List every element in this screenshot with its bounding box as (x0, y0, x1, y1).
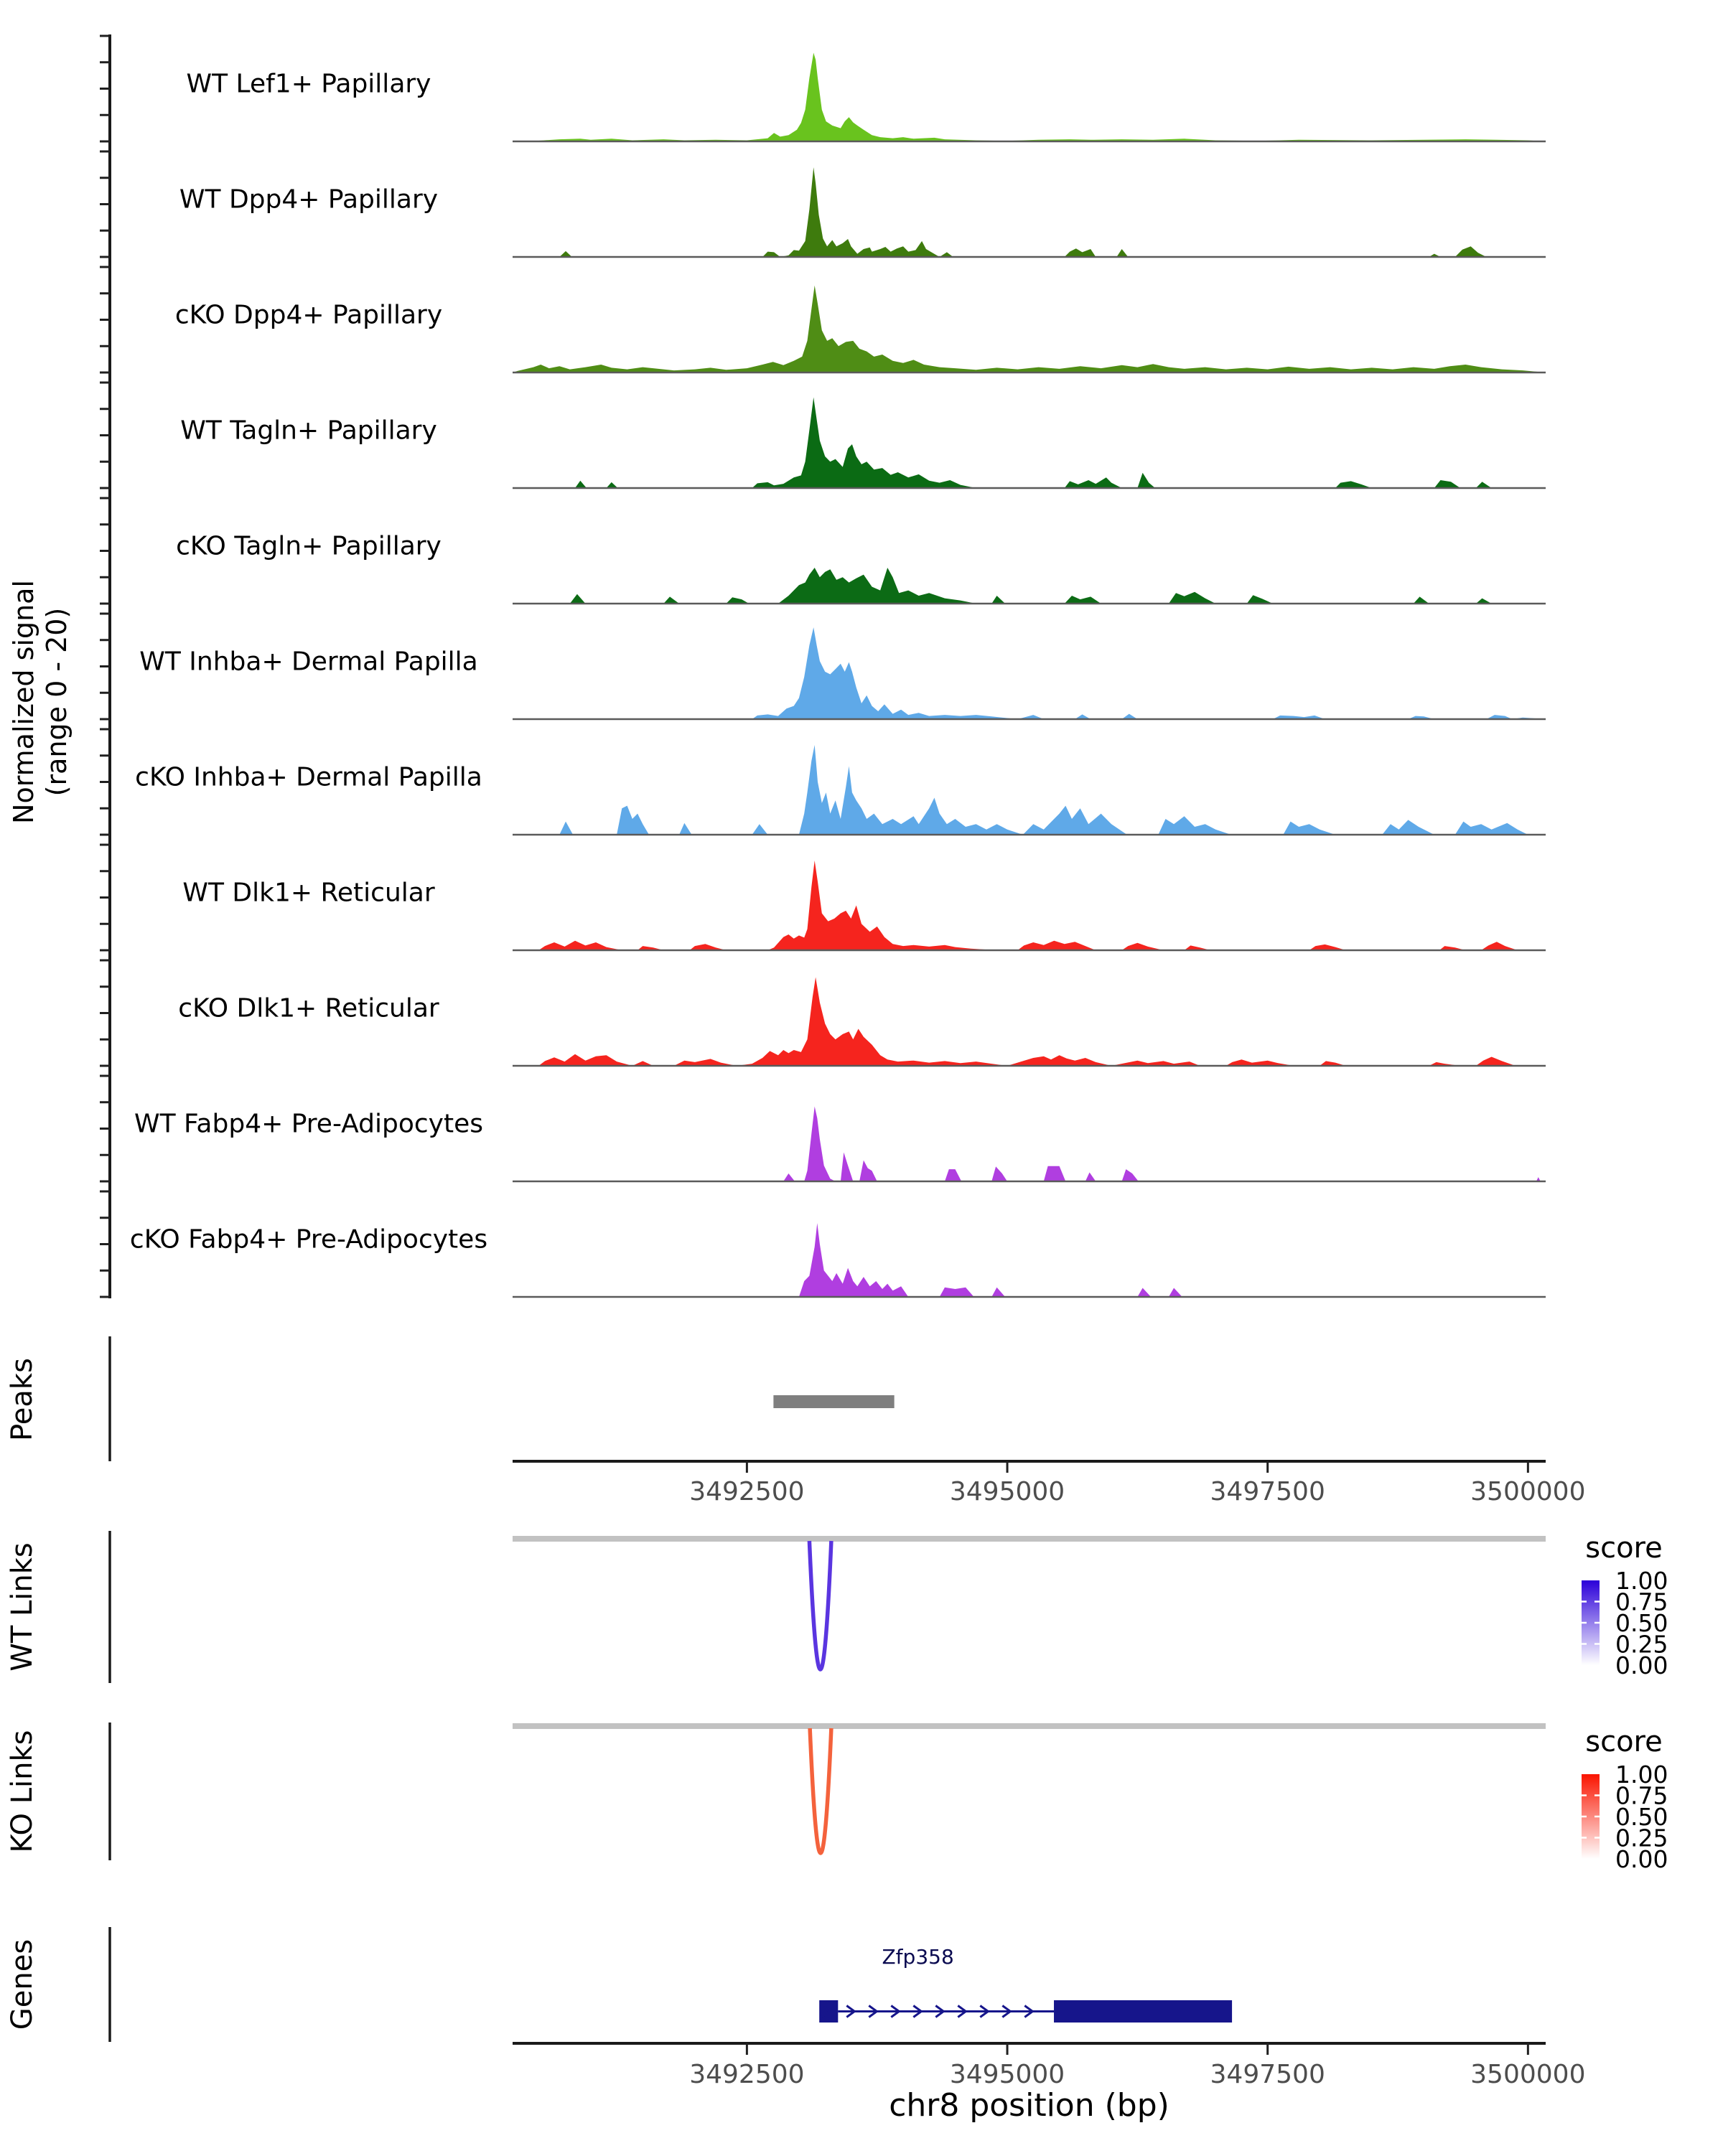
track-label: WT Lef1+ Papillary (186, 69, 431, 99)
legend-tick-label: 0.50 (1615, 1609, 1668, 1637)
track-label: WT Dlk1+ Reticular (182, 878, 435, 908)
legend-tick-label: 0.75 (1615, 1781, 1668, 1810)
legend-tick-label: 0.25 (1615, 1824, 1668, 1852)
wt-links-label: WT Links (6, 1542, 39, 1672)
wt-links-score-legend (1582, 1532, 1668, 1679)
legend-tick-label: 0.75 (1615, 1588, 1668, 1616)
track-label: WT Inhba+ Dermal Papilla (139, 647, 478, 677)
signal-track-cko-fabp4-pre-adipocytes (130, 1223, 1546, 1297)
svg-text:Normalized signal: Normalized signal (8, 580, 39, 824)
y-axis-label (8, 580, 73, 824)
x-axis-tick-label: 3497500 (1210, 2060, 1325, 2089)
track-label: cKO Inhba+ Dermal Papilla (135, 762, 482, 792)
legend-title: score (1585, 1532, 1663, 1565)
ko-links-score-legend (1582, 1725, 1668, 1873)
legend-tick-label: 0.00 (1615, 1651, 1668, 1679)
track-label: cKO Dlk1+ Reticular (178, 993, 439, 1023)
signal-area (513, 1223, 1546, 1297)
gene-name-label: Zfp358 (882, 1945, 954, 1969)
signal-track-cko-tagln-papillary (176, 532, 1546, 604)
signal-area (513, 1107, 1546, 1181)
x-axis-tick-label: 3492500 (689, 2060, 805, 2089)
x-axis-tick-label: 3492500 (689, 1477, 805, 1506)
track-label: WT Fabp4+ Pre-Adipocytes (134, 1109, 483, 1139)
signal-area (513, 978, 1546, 1067)
signal-area (513, 53, 1546, 142)
legend-tick-label: 0.25 (1615, 1630, 1668, 1659)
track-label: WT Tagln+ Papillary (180, 416, 437, 446)
signal-area (513, 398, 1546, 488)
legend-tick-label: 1.00 (1615, 1567, 1668, 1595)
wt-links-section (6, 1531, 1546, 1683)
legend-title: score (1585, 1725, 1663, 1758)
signal-track-wt-dpp4-papillary (179, 167, 1546, 257)
signal-area (513, 167, 1546, 257)
x-axis-tick-label: 3495000 (949, 2060, 1065, 2089)
x-axis-tick-label: 3500000 (1470, 2060, 1586, 2089)
gene-exon (1054, 2000, 1232, 2023)
peaks-section (6, 1336, 895, 1461)
x-axis-title: chr8 position (bp) (889, 2087, 1169, 2124)
track-label: cKO Tagln+ Papillary (176, 531, 442, 561)
track-label: WT Dpp4+ Papillary (179, 184, 439, 215)
x-axis-tick-label: 3495000 (949, 1477, 1065, 1506)
peaks-label: Peaks (6, 1358, 39, 1441)
signal-area (513, 745, 1546, 835)
genome-axis-peaks (513, 1461, 1586, 1506)
normalized-signal-axis (100, 34, 110, 1298)
ko-links-label: KO Links (6, 1730, 39, 1853)
track-label: cKO Dpp4+ Papillary (174, 300, 443, 330)
legend-tick-label: 0.50 (1615, 1803, 1668, 1831)
ko-links-section (6, 1723, 1546, 1860)
signal-track-cko-inhba-dermal-papilla (135, 745, 1546, 835)
genome-axis-genes (513, 2043, 1586, 2089)
signal-track-wt-lef1-papillary (187, 53, 1546, 142)
signal-area (513, 627, 1546, 719)
track-label: cKO Fabp4+ Pre-Adipocytes (129, 1224, 488, 1255)
genes-label: Genes (6, 1939, 39, 2030)
signal-track-wt-dlk1-reticular (182, 861, 1546, 950)
signal-track-cko-dpp4-papillary (175, 286, 1546, 372)
signal-track-wt-fabp4-pre-adipocytes (134, 1107, 1546, 1181)
x-axis-tick-label: 3497500 (1210, 1477, 1325, 1506)
peak-region-bar (773, 1395, 894, 1408)
signal-track-wt-tagln-papillary (180, 398, 1546, 488)
svg-text:(range 0 - 20): (range 0 - 20) (41, 607, 73, 797)
ko-link-loop (810, 1728, 831, 1853)
genes-section (6, 1927, 1232, 2042)
x-axis-tick-label: 3500000 (1470, 1477, 1586, 1506)
signal-track-wt-inhba-dermal-papilla (139, 627, 1546, 719)
signal-area (513, 861, 1546, 950)
signal-track-cko-dlk1-reticular (178, 978, 1546, 1067)
signal-area (513, 286, 1546, 372)
wt-link-loop (809, 1541, 831, 1669)
signal-area (513, 568, 1546, 604)
legend-tick-label: 0.00 (1615, 1845, 1668, 1873)
legend-tick-label: 1.00 (1615, 1761, 1668, 1789)
